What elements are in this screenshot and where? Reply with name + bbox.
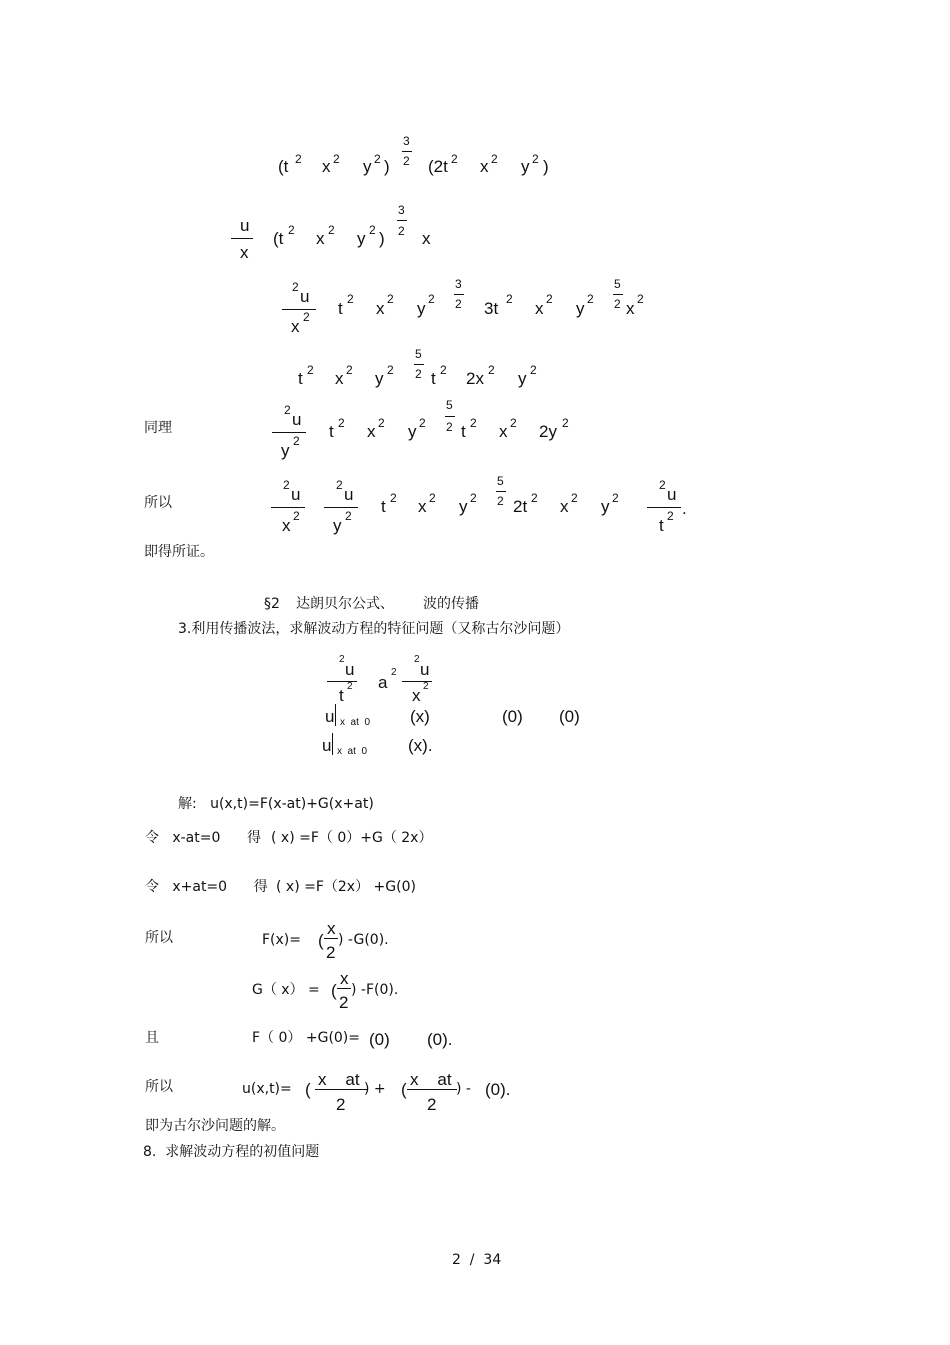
sys-eval-bar-2 [332, 733, 333, 755]
eq6-num-1: u [291, 485, 301, 504]
sol-line-5-den: 2 [339, 993, 349, 1012]
eq5-x2: x [499, 422, 508, 441]
eq2-open: (t [273, 229, 284, 248]
sol-line-7-den-1: 2 [336, 1095, 346, 1114]
eq6-p-num: 5 [497, 474, 504, 488]
sys-zero-1: (0) [502, 707, 523, 726]
eq1-pow-num: 3 [403, 134, 410, 148]
eq3-frac-bar [282, 309, 316, 310]
sol-line-3-label: 令 x+at=0 得 [145, 879, 268, 895]
eq5-exp-x: 2 [378, 416, 385, 430]
eq2-pow-den: 2 [398, 224, 405, 238]
sol-line-3-value: ( x) =F（2x） +G(0) [276, 879, 416, 895]
sol-line-4-label: 所以 [145, 930, 173, 946]
eq3-y2: y [576, 299, 585, 318]
eq6-period: . [682, 499, 687, 518]
eq6-exp-x: 2 [429, 491, 436, 505]
eq6-y2: y [601, 497, 610, 516]
eq5-p-bar [445, 416, 455, 417]
eq6-num-pre-1: 2 [283, 478, 290, 492]
sol-line-6-label: 且 [145, 1030, 159, 1046]
sys-val-2: (x). [408, 736, 433, 755]
eq2-exp-x: 2 [328, 223, 335, 237]
eq6-t: t [381, 497, 386, 516]
sol-line-4-frac-bar [324, 938, 338, 939]
eq2-y: y [357, 229, 366, 248]
eq2-exp-y: 2 [369, 223, 376, 237]
sol-line-7-frac-bar-1 [315, 1089, 367, 1090]
sol-line-7-close-2: ) - [456, 1081, 471, 1097]
eq3-exp-x: 2 [387, 292, 394, 306]
sol-line-4-paren: ( [318, 931, 324, 950]
sys-num-1: u [345, 660, 355, 679]
eq3-p1-bar [454, 294, 464, 295]
eq3-tail: x [626, 299, 635, 318]
sys-num-pre-1: 2 [339, 654, 345, 665]
eq6-den-x: x [282, 516, 291, 535]
sol-line-7-close-1: ) + [364, 1081, 386, 1097]
eq5-exp-x2: 2 [510, 416, 517, 430]
sol-line-6-b: (0). [427, 1030, 453, 1049]
eq4-mid: 2x [466, 369, 484, 388]
eq3-exp-mid: 2 [506, 292, 513, 306]
sol-line-7-open-1: ( [305, 1080, 311, 1099]
eq3-exp-y2: 2 [587, 292, 594, 306]
eq6-p-den: 2 [497, 494, 504, 508]
eq4-p-bar [414, 364, 424, 365]
sys-a-exp: 2 [391, 667, 397, 678]
sol-line-7-tail: (0). [485, 1080, 511, 1099]
eq3-mid: 3t [484, 299, 499, 318]
sys-u-1: u [325, 707, 335, 726]
eq5-x: x [367, 422, 376, 441]
eq3-den: x [291, 317, 300, 336]
sys-zero-2: (0) [559, 707, 580, 726]
eq6-num-3: u [667, 485, 677, 504]
eq6-num-2: u [344, 485, 354, 504]
sys-num-pre-2: 2 [414, 654, 420, 665]
eq1-rhs-exp-x: 2 [491, 152, 498, 166]
eq1-open: (t [278, 157, 289, 176]
sys-den-t: t [339, 686, 344, 705]
eq1-exp-y: 2 [374, 152, 381, 166]
eq6-frac-bar-1 [271, 507, 305, 508]
eq4-exp-y2: 2 [530, 363, 537, 377]
sol-line-6-a: (0) [369, 1030, 390, 1049]
sol-line-7-label: 所以 [145, 1079, 173, 1095]
eq1-rhs-exp-t: 2 [451, 152, 458, 166]
eq4-y2: y [518, 369, 527, 388]
eq6-den-x-exp: 2 [293, 509, 300, 523]
eq1-exp-x: 2 [333, 152, 340, 166]
eq6-y: y [459, 497, 468, 516]
sys-num-2: u [420, 660, 430, 679]
eq1-rhs-y: y [521, 157, 530, 176]
eq5-t2: t [461, 422, 466, 441]
eq5-mid: 2y [539, 422, 557, 441]
eq6-frac-bar-2 [324, 507, 358, 508]
sys-den-t-exp: 2 [347, 681, 353, 692]
eq2-pow-bar [397, 220, 407, 221]
eq2-num: u [240, 216, 250, 235]
sol-line-7-frac-bar-2 [407, 1089, 457, 1090]
sys-cond-1: x at 0 [340, 717, 371, 728]
eq6-den-y: y [333, 516, 342, 535]
eq2-pow-num: 3 [398, 203, 405, 217]
sol-line-5-frac-bar [337, 988, 351, 989]
eq5-p-num: 5 [446, 398, 453, 412]
eq3-t: t [338, 299, 343, 318]
eq3-exp-tail: 2 [637, 292, 644, 306]
eq3-p2-den: 2 [614, 297, 621, 311]
eq4-exp-x: 2 [346, 363, 353, 377]
proven-line: 即得所证。 [144, 544, 214, 560]
sol-line-6-pre: F（ 0） +G(0)= [252, 1030, 361, 1046]
eq6-exp-t: 2 [390, 491, 397, 505]
eq6-num-pre-3: 2 [659, 478, 666, 492]
eq5-frac-bar [272, 432, 306, 433]
eq3-x2: x [535, 299, 544, 318]
eq6-den-t: t [659, 516, 664, 535]
eq1-y: y [363, 157, 372, 176]
eq5-y: y [408, 422, 417, 441]
sol-line-7-den-2: 2 [427, 1095, 437, 1114]
eq6-den-y-exp: 2 [345, 509, 352, 523]
eq6-num-pre-2: 2 [336, 478, 343, 492]
eq1-exp-t: 2 [295, 152, 302, 166]
sol-line-7-pre: u(x,t)= [242, 1081, 292, 1097]
problem-3: 3.利用传播波法，求解波动方程的特征问题（又称古尔沙问题） [178, 621, 570, 637]
sys-den-x: x [412, 686, 421, 705]
problem-8: 8. 求解波动方程的初值问题 [143, 1144, 320, 1160]
eq1-x: x [322, 157, 331, 176]
eq3-p2-bar [613, 294, 623, 295]
sol-line-7-num-2: x at [410, 1070, 452, 1089]
eq6-exp-y2: 2 [612, 491, 619, 505]
sys-a: a [378, 673, 388, 692]
eq2-tail: x [422, 229, 431, 248]
eq1-rhs-x: x [480, 157, 489, 176]
eq2-close: ) [379, 229, 385, 248]
eq5-exp-mid: 2 [562, 416, 569, 430]
eq2-frac-bar [231, 238, 253, 239]
sys-den-x-exp: 2 [423, 681, 429, 692]
sys-cond-2: x at 0 [337, 746, 368, 757]
eq6-x: x [418, 497, 427, 516]
eq6-label: 所以 [144, 495, 172, 511]
sys-eval-bar-1 [335, 704, 336, 726]
eq6-mid: 2t [513, 497, 528, 516]
section-title: 达朗贝尔公式、 [296, 596, 394, 612]
eq3-num-pre: 2 [292, 280, 299, 294]
eq6-x2: x [560, 497, 569, 516]
sol-line-1: 解: u(x,t)=F(x-at)+G(x+at) [178, 796, 374, 812]
eq6-exp-y: 2 [470, 491, 477, 505]
eq3-den-exp: 2 [303, 310, 310, 324]
eq5-num-pre: 2 [284, 403, 291, 417]
section-title-2: 波的传播 [423, 596, 479, 612]
eq2-exp-t: 2 [288, 223, 295, 237]
eq5-exp-t: 2 [338, 416, 345, 430]
sol-line-5-pre: G（ x） = [252, 982, 320, 998]
eq5-t: t [329, 422, 334, 441]
eq6-exp-mid: 2 [531, 491, 538, 505]
eq6-exp-x2: 2 [571, 491, 578, 505]
sys-u-2: u [322, 736, 332, 755]
eq1-pow-bar [402, 151, 412, 152]
eq4-x: x [335, 369, 344, 388]
eq6-frac-bar-3 [647, 507, 681, 508]
sol-line-2-label: 令 x-at=0 得 [145, 830, 262, 846]
eq3-exp-x2: 2 [546, 292, 553, 306]
eq1-rhs-exp-y: 2 [532, 152, 539, 166]
sol-line-7-open-2: ( [401, 1080, 407, 1099]
eq3-exp-y: 2 [428, 292, 435, 306]
eq3-exp-t: 2 [347, 292, 354, 306]
eq5-exp-y: 2 [419, 416, 426, 430]
eq2-den: x [240, 243, 249, 262]
eq5-den-exp: 2 [293, 434, 300, 448]
eq3-p1-den: 2 [455, 297, 462, 311]
page-number: 2 / 34 [452, 1252, 502, 1268]
eq5-den: y [281, 441, 290, 460]
eq1-rhs-close: ) [543, 157, 549, 176]
eq1-rhs-open: (2t [428, 157, 448, 176]
eq4-exp-t: 2 [307, 363, 314, 377]
eq1-close: ) [384, 157, 390, 176]
sol-line-5-num: x [340, 969, 349, 988]
eq4-p-num: 5 [415, 347, 422, 361]
sol-line-2-value: ( x) =F（ 0）+G（ 2x） [271, 830, 433, 846]
eq5-exp-t2: 2 [470, 416, 477, 430]
sol-line-4-pre: F(x)= [262, 932, 301, 948]
eq3-p2-num: 5 [614, 277, 621, 291]
eq4-exp-y: 2 [387, 363, 394, 377]
sol-line-8: 即为古尔沙问题的解。 [145, 1118, 285, 1134]
eq3-y: y [417, 299, 426, 318]
eq1-pow-den: 2 [403, 154, 410, 168]
eq3-p1-num: 3 [455, 277, 462, 291]
eq3-x: x [376, 299, 385, 318]
eq4-exp-t2: 2 [440, 363, 447, 377]
eq2-x: x [316, 229, 325, 248]
section-number: §2 [264, 596, 280, 612]
sol-line-4-den: 2 [326, 943, 336, 962]
eq5-num: u [292, 410, 302, 429]
eq4-t2: t [431, 369, 436, 388]
sol-line-4-num: x [327, 919, 336, 938]
eq6-den-t-exp: 2 [667, 509, 674, 523]
eq5-p-den: 2 [446, 420, 453, 434]
eq5-label: 同理 [144, 420, 172, 436]
sol-line-5-paren: ( [331, 981, 337, 1000]
eq3-num: u [300, 287, 310, 306]
sys-val-1: (x) [410, 707, 430, 726]
eq4-exp-mid: 2 [488, 363, 495, 377]
eq4-t: t [298, 369, 303, 388]
eq4-y: y [375, 369, 384, 388]
sol-line-7-num-1: x at [318, 1070, 360, 1089]
eq6-p-bar [496, 491, 506, 492]
eq4-p-den: 2 [415, 367, 422, 381]
sol-line-5-post: ) -F(0). [351, 982, 399, 998]
sol-line-4-post: ) -G(0). [338, 932, 389, 948]
